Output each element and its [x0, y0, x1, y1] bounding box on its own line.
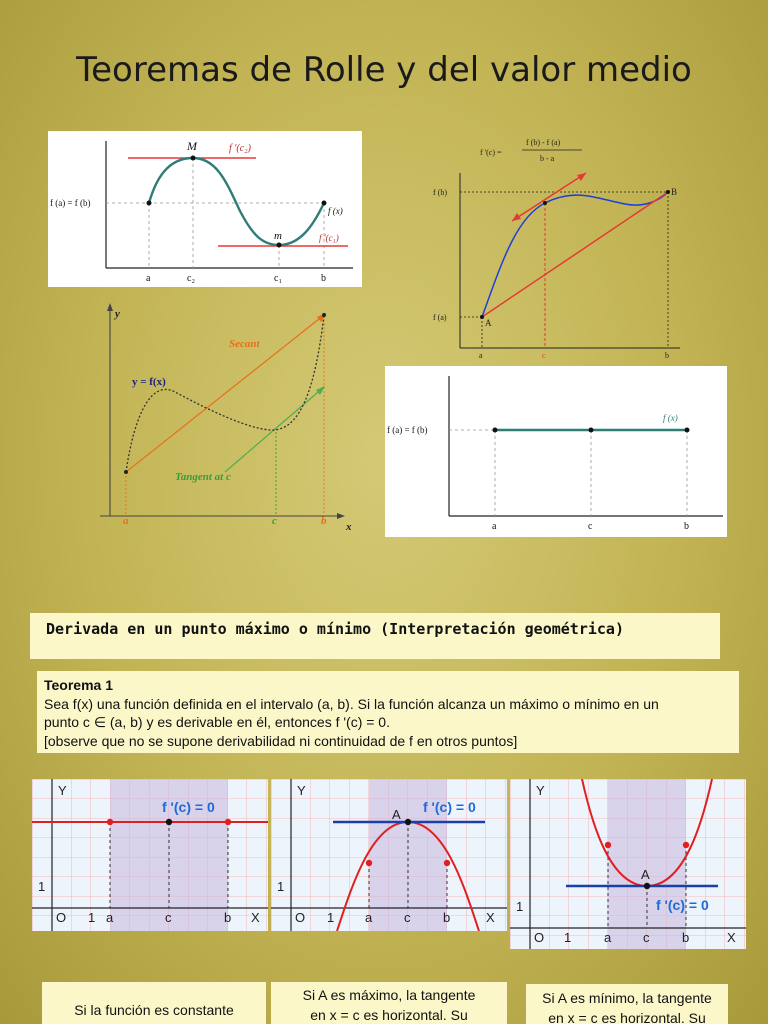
tick-a: a — [123, 515, 129, 527]
const-y-label: f (a) = f (b) — [387, 425, 428, 435]
tick-c: c — [272, 515, 277, 527]
caption-minimum-line1: Si A es mínimo, la tangente — [542, 990, 712, 1006]
mvt-fb-label: f (b) — [433, 188, 447, 197]
max-label: M — [187, 139, 197, 153]
tangent-c2-label: f '(c₂) — [229, 143, 251, 154]
g3-tick-b: b — [682, 930, 690, 945]
g3-origin: O — [534, 930, 545, 945]
g3-tick-c: c — [643, 930, 650, 945]
x-axis-label: x — [346, 521, 352, 533]
g1-x: X — [251, 910, 260, 925]
theorem-line-1: Sea f(x) una función definida en el intervalo (a, b). Si la función alcanza un máximo o mínimo en un — [44, 695, 659, 712]
g2-origin: O — [295, 910, 306, 925]
g3-one: 1 — [564, 930, 572, 945]
const-curve-label: f (x) — [663, 413, 678, 423]
min-label: m — [274, 230, 282, 242]
mvt-point-b: B — [671, 187, 678, 197]
caption-maximum-line1: Si A es máximo, la tangente — [302, 987, 476, 1003]
g2-tick-a: a — [365, 910, 373, 925]
mvt-tick-c: c — [542, 351, 546, 360]
g3-y: Y — [536, 783, 545, 798]
rolle-diagram — [48, 131, 362, 287]
mvt-fa-label: f (a) — [433, 313, 447, 322]
g2-point-a: A — [392, 807, 401, 822]
graph-constant — [32, 779, 268, 931]
g1-y: Y — [58, 783, 67, 798]
g2-one: 1 — [327, 910, 335, 925]
mvt-diagram — [430, 128, 690, 364]
secant-label: Secant — [229, 338, 260, 350]
tick-c2: c₂ — [187, 273, 195, 284]
mvt-formula-num: f (b) - f (a) — [526, 138, 561, 147]
graph-minimum — [510, 779, 746, 949]
const-tick-b: b — [684, 521, 689, 532]
g1-fprime: f '(c) = 0 — [162, 799, 215, 815]
g1-one: 1 — [88, 910, 96, 925]
g3-x: X — [727, 930, 736, 945]
const-tick-a: a — [492, 521, 497, 532]
g1-tick-a: a — [106, 910, 114, 925]
g1-tick-c: c — [165, 910, 172, 925]
g3-tick-a: a — [604, 930, 612, 945]
tick-b: b — [321, 515, 327, 527]
caption-maximum — [271, 982, 507, 1024]
tick-c1: c₁ — [274, 273, 282, 284]
const-tick-c: c — [588, 521, 593, 532]
graph-maximum — [271, 779, 507, 931]
mvt-point-a: A — [485, 318, 492, 328]
theorem-line-3: [observe que no se supone derivabilidad ni continuidad de f en otros puntos] — [44, 732, 518, 749]
tangent-c1-label: f '(c₁) — [319, 233, 339, 243]
theorem-title: Teorema 1 — [44, 677, 113, 693]
caption-constant-text: Si la función es constante — [74, 1002, 234, 1018]
curve-label: f (x) — [328, 206, 343, 216]
g2-tick-b: b — [443, 910, 451, 925]
page-title: Teoremas de Rolle y del valor medio — [76, 50, 692, 90]
y-axis-label: y — [115, 308, 120, 320]
caption-minimum — [526, 984, 728, 1024]
curve-label: y = f(x) — [132, 376, 166, 388]
g3-fprime: f '(c) = 0 — [656, 897, 709, 913]
mvt-tick-a: a — [479, 351, 483, 360]
g2-tick-c: c — [404, 910, 411, 925]
g2-one-y: 1 — [277, 879, 285, 894]
g2-fprime: f '(c) = 0 — [423, 799, 476, 815]
mvt-formula-den: b - a — [540, 154, 555, 163]
g2-x: X — [486, 910, 495, 925]
theorem-line-2: punto c ∈ (a, b) y es derivable en él, entonces f '(c) = 0. — [44, 714, 390, 730]
caption-minimum-line2: en x = c es horizontal. Su — [548, 1010, 706, 1024]
g1-tick-b: b — [224, 910, 232, 925]
tick-b: b — [321, 273, 326, 284]
g1-origin: O — [56, 910, 67, 925]
secant-tangent-diagram — [95, 300, 370, 535]
g3-one-y: 1 — [516, 899, 524, 914]
mvt-formula-lhs: f '(c) = — [480, 148, 502, 157]
theorem-box — [37, 671, 739, 753]
fa-fb-label: f (a) = f (b) — [50, 198, 91, 208]
g2-y: Y — [297, 783, 306, 798]
caption-constant — [42, 982, 266, 1024]
mvt-tick-b: b — [665, 351, 669, 360]
constant-function-diagram — [385, 366, 727, 537]
section-heading: Derivada en un punto máximo o mínimo (Interpretación geométrica) — [30, 613, 720, 659]
g3-point-a: A — [641, 867, 650, 882]
caption-maximum-line2: en x = c es horizontal. Su — [310, 1007, 468, 1023]
tangent-label: Tangent at c — [175, 471, 231, 483]
tick-a: a — [146, 273, 151, 284]
g1-one-y: 1 — [38, 879, 46, 894]
